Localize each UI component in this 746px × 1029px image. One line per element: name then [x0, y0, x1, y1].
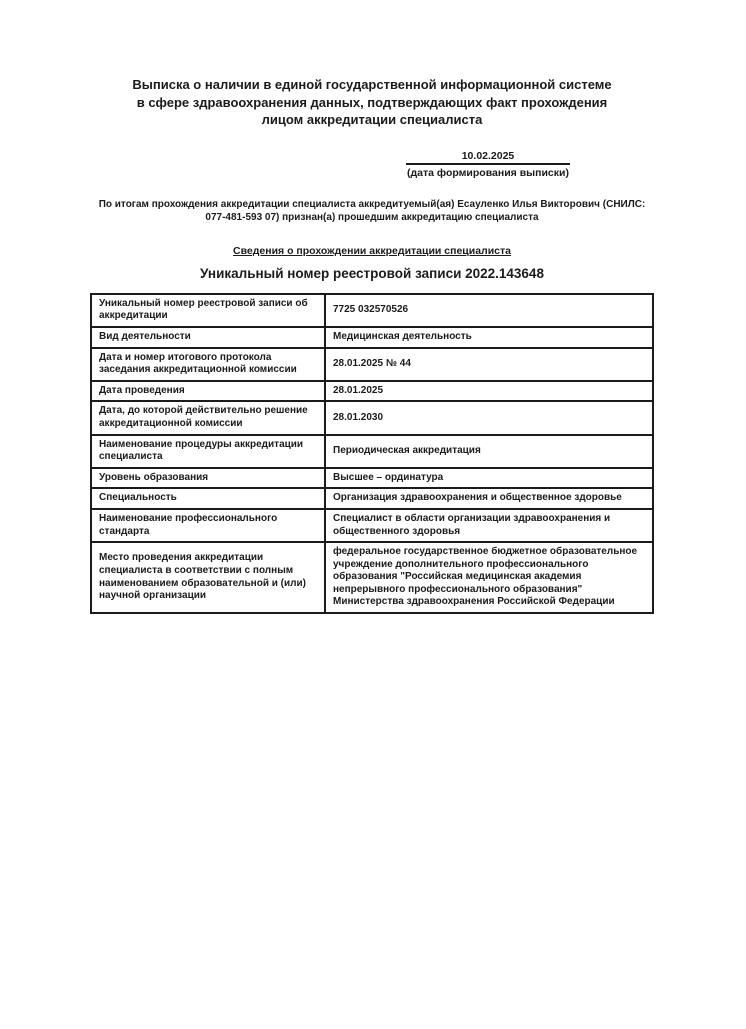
accreditation-table	[90, 293, 654, 614]
row-label: Место проведения аккредитации специалиста в соответствии с полным наименованием образовательной и (или) научной организации	[91, 542, 325, 613]
row-value: федеральное государственное бюджетное образовательное учреждение дополнительного профессионального образования "Российская медицинская академия непрерывного профессионального образования" Министерства здравоохранения Российской Федерации	[325, 542, 653, 613]
section-heading: Сведения о прохождении аккредитации специалиста	[233, 244, 511, 257]
table-row	[91, 488, 653, 509]
extract-date-block	[406, 150, 570, 179]
row-label: Дата и номер итогового протокола заседания аккредитационной комиссии	[91, 348, 325, 381]
table-row	[91, 401, 653, 434]
row-label: Уникальный номер реестровой записи об аккредитации	[91, 294, 325, 327]
row-value: 28.01.2030	[325, 401, 653, 434]
registry-number-heading: Уникальный номер реестровой записи 2022.143648	[200, 265, 544, 281]
row-value: Медицинская деятельность	[325, 327, 653, 348]
extract-date: 10.02.2025	[406, 150, 570, 165]
row-label: Уровень образования	[91, 468, 325, 489]
table-row	[91, 542, 653, 613]
row-label: Наименование процедуры аккредитации специалиста	[91, 435, 325, 468]
table-row	[91, 381, 653, 402]
intro-paragraph: По итогам прохождения аккредитации специалиста аккредитуемый(ая) Есауленко Илья Викторович (СНИЛС: 077-481-593 07) признан(а) прошедшим аккредитацию специалиста	[98, 198, 646, 223]
row-value: 7725 032570526	[325, 294, 653, 327]
table-row	[91, 327, 653, 348]
accreditation-table-body	[91, 294, 653, 613]
document-content	[90, 76, 654, 614]
row-label: Дата, до которой действительно решение аккредитационной комиссии	[91, 401, 325, 434]
row-label: Дата проведения	[91, 381, 325, 402]
table-row	[91, 294, 653, 327]
row-value: 28.01.2025	[325, 381, 653, 402]
row-value: 28.01.2025 № 44	[325, 348, 653, 381]
row-label: Наименование профессионального стандарта	[91, 509, 325, 542]
row-value: Специалист в области организации здравоохранения и общественного здоровья	[325, 509, 653, 542]
table-row	[91, 509, 653, 542]
extract-date-caption: (дата формирования выписки)	[407, 166, 569, 179]
table-row	[91, 348, 653, 381]
document-title: Выписка о наличии в единой государственной информационной системе в сфере здравоохранения данных, подтверждающих факт прохождения лицом аккредитации специалиста	[132, 77, 612, 128]
table-row	[91, 468, 653, 489]
row-value: Высшее – ординатура	[325, 468, 653, 489]
row-value: Периодическая аккредитация	[325, 435, 653, 468]
row-label: Специальность	[91, 488, 325, 509]
row-label: Вид деятельности	[91, 327, 325, 348]
row-value: Организация здравоохранения и общественное здоровье	[325, 488, 653, 509]
table-row	[91, 435, 653, 468]
